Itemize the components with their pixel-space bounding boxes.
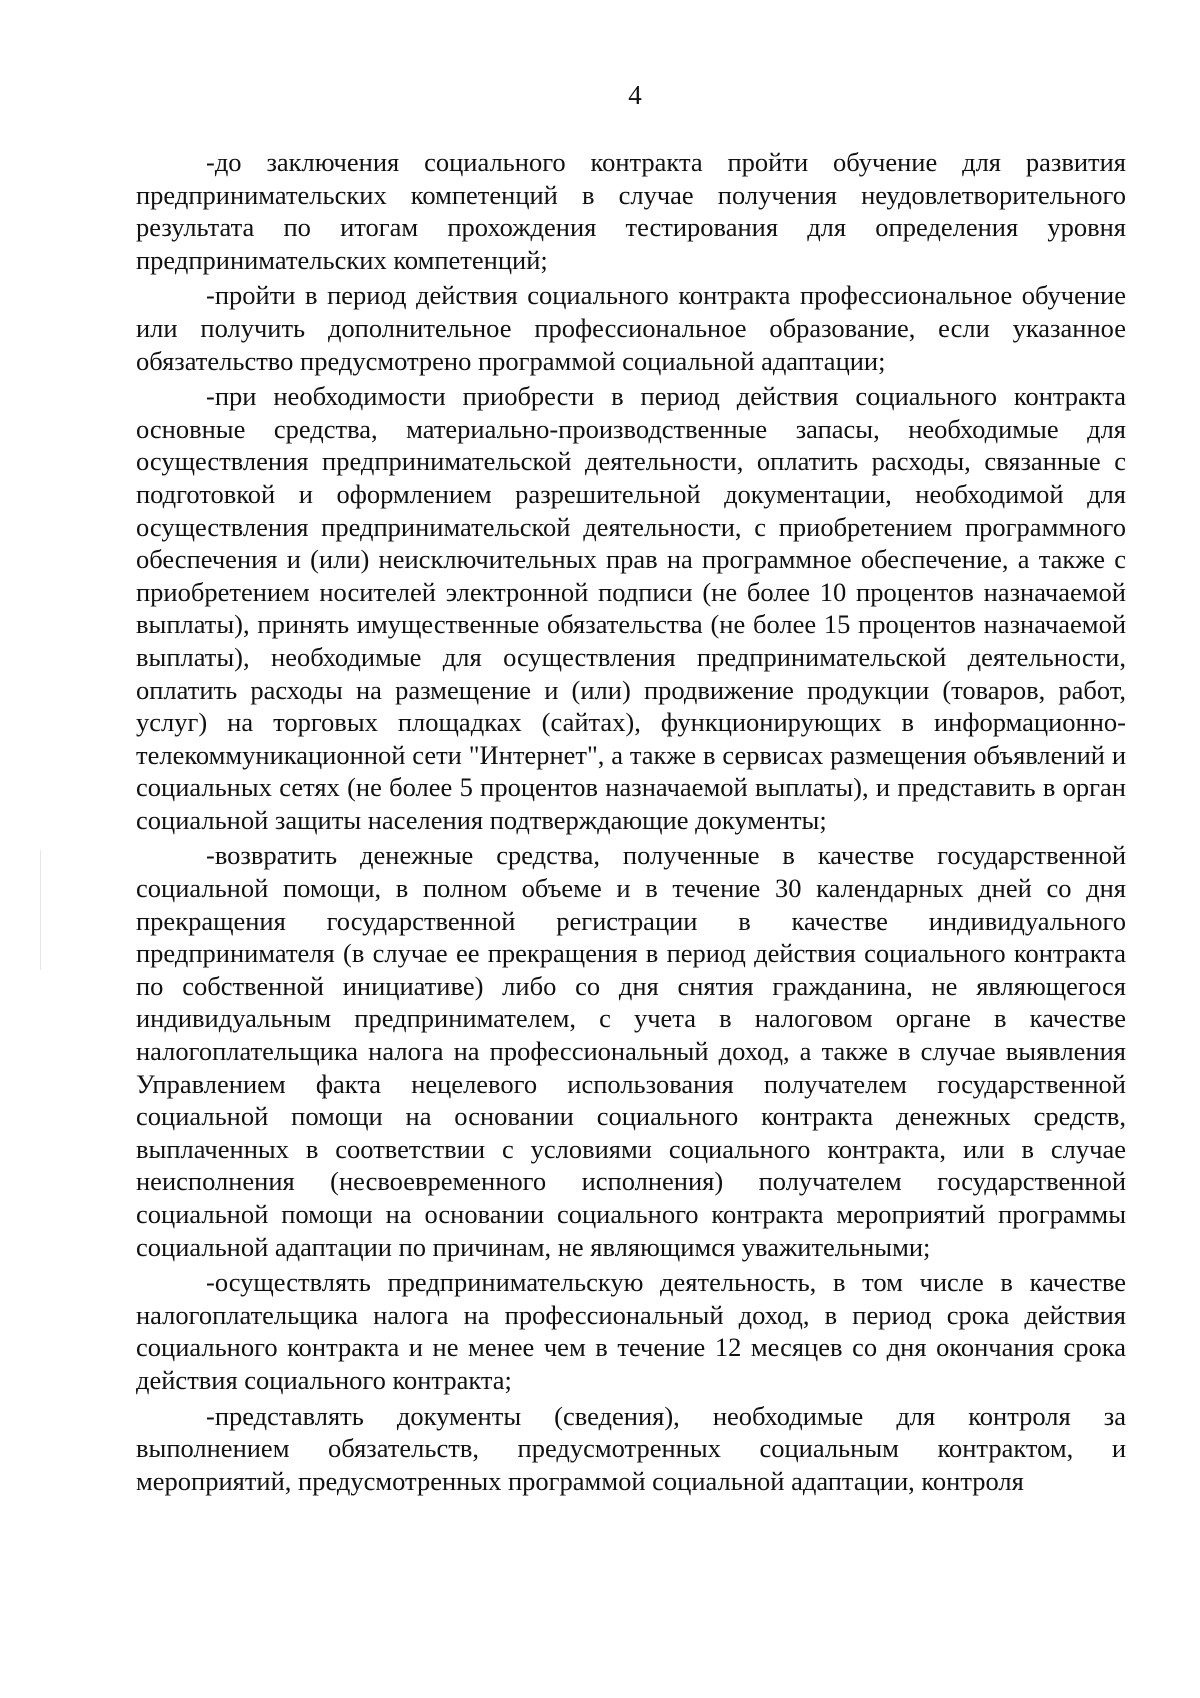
paragraph-professional-education: -пройти в период действия социального контракта профессиональное обучение или получить дополнительное профессиональное образование, если указанное обязательство предусмотрено программой социальной адаптации; [136,280,1126,376]
scan-margin-line [40,850,41,970]
document-body [136,146,1126,1500]
paragraph-return-funds: -возвратить денежные средства, полученные в качестве государственной социальной помощи, в полном объеме и в течение 30 календарных дней со дня прекращения государственной регистрации в качестве индивидуального предпринимателя (в случае ее прекращения в период действия социального контракта по собственной инициативе) либо со дня снятия гражданина, не являющегося индивидуальным предпринимателем, с учета в налоговом органе в качестве налогоплательщика налога на профессиональный доход, а также в случае выявления Управлением факта нецелевого использования получателем государственной социальной помощи на основании социального контракта денежных средств, выплаченных в соответствии с условиями социального контракта, или в случае неисполнения (несвоевременного исполнения) получателем государственной социальной помощи на основании социального контракта мероприятий программы социальной адаптации по причинам, не являющимся уважительными; [136,840,1126,1262]
paragraph-conduct-business: -осуществлять предпринимательскую деятельность, в том числе в качестве налогоплательщика налога на профессиональный доход, в период срока действия социального контракта и не менее чем в течение 12 месяцев со дня окончания срока действия социального контракта; [136,1267,1126,1395]
paragraph-provide-documents: -представлять документы (сведения), необходимые для контроля за выполнением обязательств, предусмотренных социальным контрактом, и мероприятий, предусмотренных программой социальной адаптации, контроля [136,1400,1126,1496]
paragraph-training: -до заключения социального контракта пройти обучение для развития предпринимательских компетенций в случае получения неудовлетворительного результата по итогам прохождения тестирования для определения уровня предпринимательских компетенций; [136,147,1126,275]
paragraph-acquire-assets: -при необходимости приобрести в период действия социального контракта основные средства, материально-производственные запасы, необходимые для осуществления предпринимательской деятельности, оплатить расходы, связанные с подготовкой и оформлением разрешительной документации, необходимой для осуществления предпринимательской деятельности, с приобретением программного обеспечения и (или) неисключительных прав на программное обеспечение, а также с приобретением носителей электронной подписи (не более 10 процентов назначаемой выплаты), принять имущественные обязательства (не более 15 процентов назначаемой выплаты), необходимые для осуществления предпринимательской деятельности, оплатить расходы на размещение и (или) продвижение продукции (товаров, работ, услуг) на торговых площадках (сайтах), функционирующих в информационно-телекоммуникационной сети "Интернет", а также в сервисах размещения объявлений и социальных сетях (не более 5 процентов назначаемой выплаты), и представить в орган социальной защиты населения подтверждающие документы; [136,381,1126,835]
page-number: 4 [628,80,642,110]
